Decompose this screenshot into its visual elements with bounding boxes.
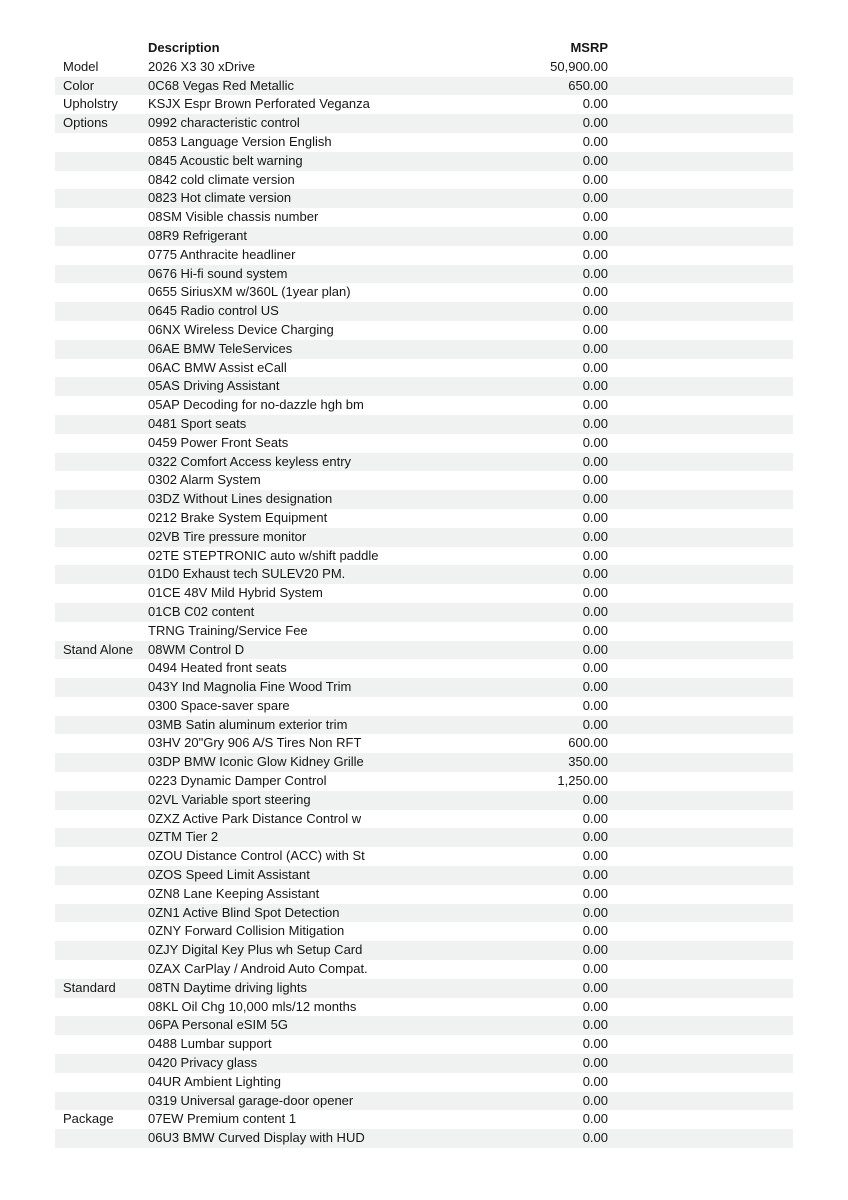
row-spacer [608, 922, 793, 941]
row-msrp: 0.00 [582, 1111, 608, 1127]
row-description: 0ZOU Distance Control (ACC) with St [148, 848, 365, 864]
table-row [55, 283, 793, 302]
row-description: 06AE BMW TeleServices [148, 340, 293, 356]
table-row [55, 622, 793, 641]
row-msrp: 0.00 [582, 923, 608, 939]
row-spacer [608, 227, 793, 246]
table-row [55, 1016, 793, 1035]
table-row [55, 528, 793, 547]
row-description: 0420 Privacy glass [148, 1055, 258, 1071]
row-msrp: 0.00 [582, 791, 608, 807]
row-msrp: 0.00 [582, 321, 608, 337]
row-category [55, 509, 148, 528]
table-row [55, 659, 793, 678]
row-category [55, 584, 148, 603]
row-spacer [608, 1092, 793, 1111]
table-row [55, 922, 793, 941]
table-row [55, 960, 793, 979]
row-spacer [608, 622, 793, 641]
row-msrp: 0.00 [582, 848, 608, 864]
row-msrp: 0.00 [582, 829, 608, 845]
row-category [55, 434, 148, 453]
row-spacer [608, 678, 793, 697]
row-category [55, 227, 148, 246]
row-description: KSJX Espr Brown Perforated Veganza [148, 96, 370, 112]
row-spacer [608, 509, 793, 528]
row-msrp: 0.00 [582, 227, 608, 243]
row-category [55, 528, 148, 547]
row-spacer [608, 453, 793, 472]
row-category [55, 1054, 148, 1073]
row-description: 08TN Daytime driving lights [148, 979, 307, 995]
table-row [55, 603, 793, 622]
row-msrp: 650.00 [568, 77, 608, 93]
row-spacer [608, 302, 793, 321]
row-category: Options [63, 115, 108, 131]
table-row [55, 584, 793, 603]
row-msrp: 0.00 [582, 340, 608, 356]
table-row [55, 77, 793, 96]
row-msrp: 0.00 [582, 942, 608, 958]
row-category [55, 246, 148, 265]
table-row [55, 246, 793, 265]
table-row [55, 114, 793, 133]
row-description: 0992 characteristic control [148, 115, 300, 131]
row-category [55, 453, 148, 472]
row-spacer [608, 133, 793, 152]
row-category [55, 659, 148, 678]
row-description: 08KL Oil Chg 10,000 mls/12 months [148, 998, 357, 1014]
row-msrp: 0.00 [582, 716, 608, 732]
row-spacer [608, 904, 793, 923]
row-spacer [608, 1110, 793, 1129]
row-description: TRNG Training/Service Fee [148, 622, 308, 638]
row-msrp: 0.00 [582, 265, 608, 281]
row-spacer [608, 828, 793, 847]
row-msrp: 0.00 [582, 133, 608, 149]
row-description: 0481 Sport seats [148, 415, 247, 431]
row-spacer [608, 866, 793, 885]
row-description: 03DZ Without Lines designation [148, 491, 333, 507]
table-row [55, 95, 793, 114]
table-row [55, 641, 793, 660]
row-description: 0645 Radio control US [148, 303, 279, 319]
row-category [55, 490, 148, 509]
table-row [55, 847, 793, 866]
row-description: 0223 Dynamic Damper Control [148, 773, 327, 789]
row-spacer [608, 265, 793, 284]
table-row [55, 565, 793, 584]
row-category: Package [63, 1111, 114, 1127]
row-msrp: 0.00 [582, 1073, 608, 1089]
row-description: 07EW Premium content 1 [148, 1111, 297, 1127]
table-row [55, 321, 793, 340]
pricing-table [55, 39, 793, 1148]
row-category: Stand Alone [63, 641, 134, 657]
table-row [55, 152, 793, 171]
row-spacer [608, 171, 793, 190]
table-row [55, 1035, 793, 1054]
row-spacer [608, 998, 793, 1017]
row-category [55, 377, 148, 396]
row-category [55, 828, 148, 847]
row-category [55, 396, 148, 415]
table-row [55, 753, 793, 772]
row-msrp: 0.00 [582, 415, 608, 431]
table-row [55, 189, 793, 208]
row-description: 0655 SiriusXM w/360L (1year plan) [148, 284, 351, 300]
row-category [55, 904, 148, 923]
row-category [55, 998, 148, 1017]
row-msrp: 0.00 [582, 904, 608, 920]
row-category [55, 565, 148, 584]
row-category [55, 283, 148, 302]
row-category [55, 189, 148, 208]
row-spacer [608, 377, 793, 396]
row-msrp: 600.00 [568, 735, 608, 751]
row-category [55, 678, 148, 697]
row-spacer [608, 885, 793, 904]
table-row [55, 810, 793, 829]
row-description: 0ZN1 Active Blind Spot Detection [148, 904, 340, 920]
table-row [55, 509, 793, 528]
row-spacer [608, 1054, 793, 1073]
row-description: 02VL Variable sport steering [148, 791, 311, 807]
row-description: 0300 Space-saver spare [148, 697, 290, 713]
table-row [55, 547, 793, 566]
row-description: 0ZOS Speed Limit Assistant [148, 867, 310, 883]
row-description: 0823 Hot climate version [148, 190, 292, 206]
table-row [55, 1110, 793, 1129]
row-category [55, 133, 148, 152]
header-msrp: MSRP [570, 40, 608, 55]
row-description: 2026 X3 30 xDrive [148, 58, 255, 74]
row-msrp: 0.00 [582, 1092, 608, 1108]
row-category [55, 791, 148, 810]
row-spacer [608, 584, 793, 603]
table-row [55, 772, 793, 791]
table-row [55, 490, 793, 509]
row-spacer [608, 734, 793, 753]
table-row [55, 697, 793, 716]
row-category [55, 847, 148, 866]
row-category [55, 697, 148, 716]
row-description: 0302 Alarm System [148, 472, 261, 488]
row-spacer [608, 960, 793, 979]
table-row [55, 678, 793, 697]
row-msrp: 0.00 [582, 622, 608, 638]
row-description: 08SM Visible chassis number [148, 209, 319, 225]
row-msrp: 0.00 [582, 509, 608, 525]
row-msrp: 0.00 [582, 190, 608, 206]
row-msrp: 1,250.00 [557, 773, 608, 789]
row-spacer [608, 1073, 793, 1092]
row-category [55, 1016, 148, 1035]
header-row [55, 39, 793, 58]
row-description: 03MB Satin aluminum exterior trim [148, 716, 348, 732]
row-category [55, 1073, 148, 1092]
row-description: 0ZXZ Active Park Distance Control w [148, 810, 362, 826]
header-category [55, 39, 148, 58]
row-msrp: 0.00 [582, 152, 608, 168]
table-row [55, 885, 793, 904]
table-row [55, 227, 793, 246]
row-category [55, 359, 148, 378]
row-description: 0459 Power Front Seats [148, 434, 289, 450]
row-msrp: 0.00 [582, 1130, 608, 1146]
row-spacer [608, 753, 793, 772]
row-description: 05AP Decoding for no-dazzle hgh bm [148, 397, 364, 413]
table-row [55, 904, 793, 923]
header-description: Description [148, 40, 220, 55]
row-msrp: 0.00 [582, 810, 608, 826]
table-row [55, 340, 793, 359]
row-msrp: 0.00 [582, 566, 608, 582]
row-spacer [608, 979, 793, 998]
table-row [55, 941, 793, 960]
row-spacer [608, 434, 793, 453]
row-description: 0494 Heated front seats [148, 660, 287, 676]
row-description: 06AC BMW Assist eCall [148, 359, 287, 375]
row-category [55, 603, 148, 622]
row-description: 0775 Anthracite headliner [148, 246, 296, 262]
row-category: Model [63, 58, 99, 74]
row-category: Color [63, 77, 95, 93]
row-msrp: 0.00 [582, 641, 608, 657]
row-spacer [608, 95, 793, 114]
row-category [55, 415, 148, 434]
row-description: 0C68 Vegas Red Metallic [148, 77, 294, 93]
row-msrp: 0.00 [582, 679, 608, 695]
row-msrp: 0.00 [582, 528, 608, 544]
row-category [55, 772, 148, 791]
row-msrp: 0.00 [582, 547, 608, 563]
row-category [55, 1129, 148, 1148]
row-msrp: 0.00 [582, 1036, 608, 1052]
row-msrp: 0.00 [582, 378, 608, 394]
row-spacer [608, 359, 793, 378]
row-spacer [608, 716, 793, 735]
row-description: 043Y Ind Magnolia Fine Wood Trim [148, 679, 352, 695]
row-msrp: 0.00 [582, 472, 608, 488]
row-category [55, 941, 148, 960]
row-spacer [608, 547, 793, 566]
row-category [55, 922, 148, 941]
row-description: 06U3 BMW Curved Display with HUD [148, 1130, 365, 1146]
row-spacer [608, 810, 793, 829]
row-spacer [608, 415, 793, 434]
row-description: 0676 Hi-fi sound system [148, 265, 288, 281]
row-description: 0842 cold climate version [148, 171, 295, 187]
row-category [55, 885, 148, 904]
row-spacer [608, 941, 793, 960]
row-msrp: 0.00 [582, 453, 608, 469]
row-msrp: 0.00 [582, 885, 608, 901]
row-description: 0488 Lumbar support [148, 1036, 272, 1052]
table-row [55, 866, 793, 885]
row-category [55, 208, 148, 227]
row-spacer [608, 321, 793, 340]
row-category [55, 547, 148, 566]
table-row [55, 791, 793, 810]
row-category [55, 734, 148, 753]
row-category [55, 810, 148, 829]
row-category [55, 1035, 148, 1054]
row-spacer [608, 471, 793, 490]
row-category [55, 302, 148, 321]
row-category: Upholstry [63, 96, 118, 112]
row-description: 0322 Comfort Access keyless entry [148, 453, 352, 469]
row-msrp: 0.00 [582, 1017, 608, 1033]
row-spacer [608, 697, 793, 716]
row-description: 04UR Ambient Lighting [148, 1073, 281, 1089]
table-row [55, 1092, 793, 1111]
row-description: 0ZJY Digital Key Plus wh Setup Card [148, 942, 363, 958]
table-row [55, 359, 793, 378]
row-msrp: 0.00 [582, 491, 608, 507]
row-description: 03DP BMW Iconic Glow Kidney Grille [148, 754, 364, 770]
row-spacer [608, 490, 793, 509]
row-spacer [608, 1016, 793, 1035]
table-header [55, 39, 793, 58]
row-msrp: 50,900.00 [550, 58, 608, 74]
row-msrp: 0.00 [582, 961, 608, 977]
header-spacer [608, 39, 793, 58]
row-spacer [608, 340, 793, 359]
row-description: 0ZN8 Lane Keeping Assistant [148, 885, 320, 901]
row-category [55, 340, 148, 359]
row-msrp: 0.00 [582, 115, 608, 131]
row-msrp: 0.00 [582, 96, 608, 112]
row-spacer [608, 772, 793, 791]
table-row [55, 302, 793, 321]
row-spacer [608, 528, 793, 547]
row-description: 0ZTM Tier 2 [148, 829, 219, 845]
row-category [55, 171, 148, 190]
table-row [55, 58, 793, 77]
table-row [55, 208, 793, 227]
table-row [55, 396, 793, 415]
row-description: 02TE STEPTRONIC auto w/shift paddle [148, 547, 379, 563]
table-row [55, 434, 793, 453]
row-msrp: 0.00 [582, 397, 608, 413]
row-msrp: 350.00 [568, 754, 608, 770]
row-description: 01CB C02 content [148, 603, 255, 619]
row-spacer [608, 1035, 793, 1054]
row-category [55, 960, 148, 979]
table-row [55, 734, 793, 753]
row-spacer [608, 847, 793, 866]
row-msrp: 0.00 [582, 660, 608, 676]
row-spacer [608, 659, 793, 678]
table-row [55, 1129, 793, 1148]
row-spacer [608, 396, 793, 415]
table-body [55, 58, 793, 1148]
row-msrp: 0.00 [582, 303, 608, 319]
row-spacer [608, 791, 793, 810]
row-msrp: 0.00 [582, 697, 608, 713]
row-msrp: 0.00 [582, 284, 608, 300]
row-description: 01D0 Exhaust tech SULEV20 PM. [148, 566, 346, 582]
row-description: 08WM Control D [148, 641, 245, 657]
row-msrp: 0.00 [582, 434, 608, 450]
row-spacer [608, 283, 793, 302]
row-description: 0ZNY Forward Collision Mitigation [148, 923, 345, 939]
row-spacer [608, 603, 793, 622]
row-category [55, 866, 148, 885]
row-description: 02VB Tire pressure monitor [148, 528, 307, 544]
row-msrp: 0.00 [582, 171, 608, 187]
table-row [55, 133, 793, 152]
row-category [55, 471, 148, 490]
row-category: Standard [63, 979, 116, 995]
row-msrp: 0.00 [582, 603, 608, 619]
row-category [55, 152, 148, 171]
table-row [55, 453, 793, 472]
row-spacer [608, 58, 793, 77]
table-row [55, 471, 793, 490]
table-row [55, 828, 793, 847]
table-row [55, 171, 793, 190]
row-description: 06NX Wireless Device Charging [148, 321, 334, 337]
row-category [55, 1092, 148, 1111]
row-description: 06PA Personal eSIM 5G [148, 1017, 288, 1033]
pricing-sheet-body [55, 39, 793, 1148]
row-msrp: 0.00 [582, 246, 608, 262]
row-description: 0845 Acoustic belt warning [148, 152, 303, 168]
row-description: 01CE 48V Mild Hybrid System [148, 585, 323, 601]
table-row [55, 415, 793, 434]
row-spacer [608, 189, 793, 208]
row-msrp: 0.00 [582, 359, 608, 375]
row-description: 08R9 Refrigerant [148, 227, 247, 243]
row-category [55, 265, 148, 284]
row-description: 03HV 20"Gry 906 A/S Tires Non RFT [148, 735, 362, 751]
row-category [55, 622, 148, 641]
row-description: 0319 Universal garage-door opener [148, 1092, 354, 1108]
row-category [55, 716, 148, 735]
table-row [55, 265, 793, 284]
row-description: 0212 Brake System Equipment [148, 509, 328, 525]
table-row [55, 998, 793, 1017]
row-spacer [608, 246, 793, 265]
table-row [55, 1073, 793, 1092]
table-row [55, 377, 793, 396]
row-spacer [608, 641, 793, 660]
row-msrp: 0.00 [582, 1055, 608, 1071]
row-spacer [608, 77, 793, 96]
row-spacer [608, 208, 793, 227]
row-description: 05AS Driving Assistant [148, 378, 280, 394]
row-category [55, 753, 148, 772]
row-spacer [608, 1129, 793, 1148]
row-spacer [608, 114, 793, 133]
table-row [55, 979, 793, 998]
row-description: 0853 Language Version English [148, 133, 332, 149]
row-spacer [608, 152, 793, 171]
row-category [55, 321, 148, 340]
row-msrp: 0.00 [582, 585, 608, 601]
row-spacer [608, 565, 793, 584]
row-description: 0ZAX CarPlay / Android Auto Compat. [148, 961, 368, 977]
row-msrp: 0.00 [582, 867, 608, 883]
row-msrp: 0.00 [582, 998, 608, 1014]
table-row [55, 716, 793, 735]
row-msrp: 0.00 [582, 979, 608, 995]
table-row [55, 1054, 793, 1073]
row-msrp: 0.00 [582, 209, 608, 225]
